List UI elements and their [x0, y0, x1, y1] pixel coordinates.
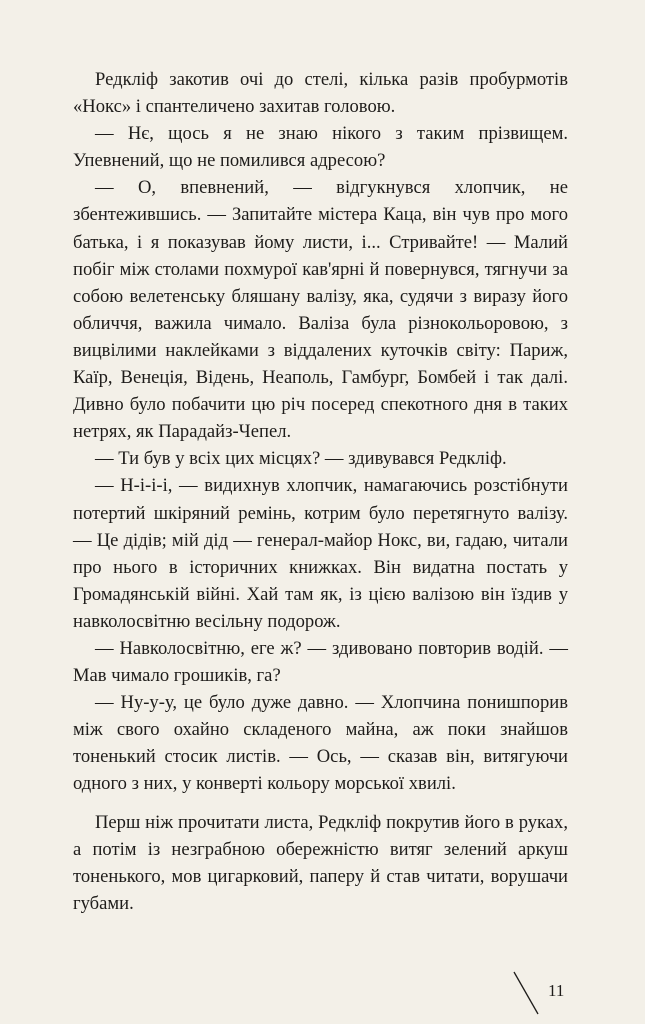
paragraph-2: — Нє, щось я не знаю нікого з таким прізвищем. Упевнений, що не помилився адресою?: [73, 123, 568, 172]
paragraph-1: Редкліф закотив очі до стелі, кілька разів пробурмотів «Нокс» і спантеличено захитав головою.: [73, 69, 568, 118]
page-number: 11: [548, 981, 565, 1000]
page-corner-line-decoration: [512, 970, 540, 1016]
paragraph-3: — О, впевнений, — відгукнувся хлопчик, не збентежившись. — Запитайте містера Каца, він чув про мого батька, і я показував йому листи, і... Стривайте! — Малий побіг між столами похмурої кав'ярні й повернувся, тягнучи за собою велетенську бляшану валізу, яка, судячи з виразу його обличчя, важила чимало. Валіза була різнокольоровою, з вицвілими наклейками з віддалених куточків світу: Париж, Каїр, Венеція, Відень, Неаполь, Гамбург, Бомбей і так далі. Дивно було побачити цю річ посеред спекотного дня в таких нетрях, як Парадайз-Чепел.: [73, 177, 568, 443]
paragraph-4: — Ти був у всіх цих місцях? — здивувався Редкліф.: [95, 448, 507, 470]
paragraph-5: — Н-і-і-і, — видихнув хлопчик, намагаючись розстібнути потертий шкіряний ремінь, котрим було перетягнуто валізу. — Це дідів; мій дід — генерал-майор Нокс, ви, гадаю, читали про нього в історичних книжках. Він видатна постать у Громадянській війні. Хай там як, із цією валізою він їздив у навколосвітню весільну подорож.: [73, 475, 568, 632]
paragraph-6: — Навколосвітню, еге ж? — здивовано повторив водій. — Мав чимало грошиків, га?: [73, 637, 568, 687]
body-text: [73, 66, 568, 917]
paragraph-8: Перш ніж прочитати листа, Редкліф покрутив його в руках, а потім із незграбною обережністю витяг зелений аркуш тоненького, мов цигарковий, паперу й став читати, ворушачи губами.: [73, 811, 568, 914]
paragraph-7: — Ну-у-у, це було дуже давно. — Хлопчина понишпорив між свого охайно складеного майна, аж поки знайшов тоненький стосик листів. — Ось, — сказав він, витягуючи одного з них, у конверті кольору морської хвилі.: [73, 692, 568, 795]
